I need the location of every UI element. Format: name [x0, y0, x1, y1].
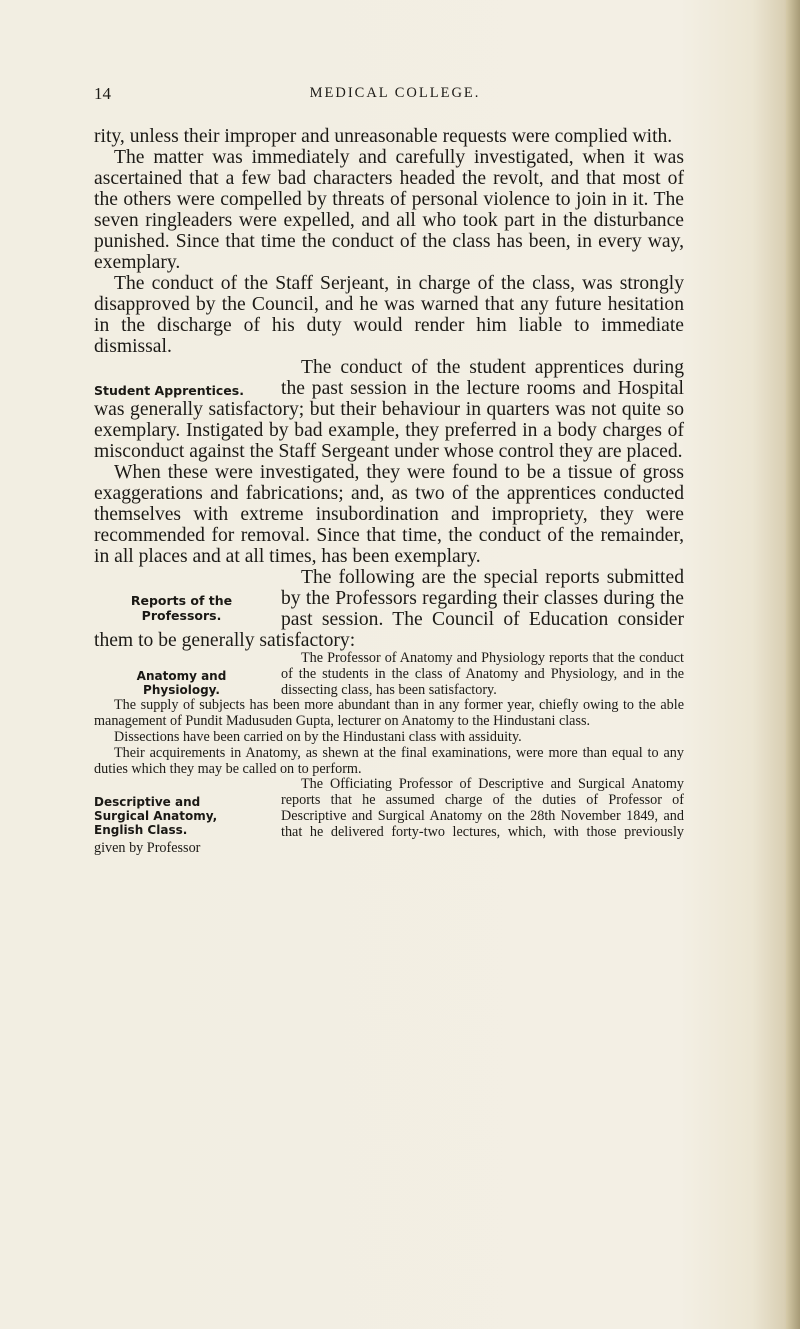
side-note-reports-line-1: Reports of the [130, 593, 233, 608]
paragraph-8: The supply of subjects has been more abundant than in any former year, chiefly owing to the able management of Pundit Madusuden Gupta, lecturer on Anatomy to the Hindustani class. [94, 697, 684, 730]
paragraph-5: When these were investigated, they were found to be a tissue of gross exaggerations and fabrications; and, as two of the apprentices conducted themselves with extreme insubordination and impropriety, they were recommended for removal. Since that time, the conduct of the remainder, in all places and at all times, has been exemplary. [94, 462, 684, 567]
paragraph-11-text: The Officiating Professor of Descriptive and Surgical Anatomy reports that he assumed charge of the duties of Professor of Descriptive and Surgical Anatomy on the 28th November 1849, and that he delivered forty-two lectures, which, with those previously given by Professor [94, 776, 684, 856]
paragraph-10: Their acquirements in Anatomy, as shewn at the final examinations, were more than equal to any duties which they may be called on to perform. [94, 744, 684, 777]
paragraph-4 [94, 357, 684, 462]
small-print-section [94, 651, 684, 856]
side-note-anatomy-physiology [94, 665, 269, 697]
paragraph-2: The matter was immediately and carefully investigated, when it was ascertained that a few bad characters headed the revolt, and that most of the others were compelled by threats of personal violence to join in it. The seven ringleaders were expelled, and all who took part in the disturbance punished. Since that time the conduct of the class has been, in every way, exemplary. [94, 147, 684, 273]
page-edge [786, 0, 800, 1329]
paragraph-4-text: The conduct of the student apprentices during the past session in the lecture rooms and Hospital was generally satisfactory; but their behaviour in quarters was not quite so exemplary. Instigated by bad example, they preferred in a body charges of misconduct against the Staff Sergeant under whose control they are placed. [94, 357, 684, 462]
side-note-descriptive-line-1: Descriptive and [94, 795, 201, 810]
paragraph-7 [94, 651, 684, 698]
body-text [94, 126, 684, 856]
paragraph-9: Dissections have been carried on by the Hindustani class with assiduity. [114, 728, 522, 745]
paragraph-1: rity, unless their improper and unreasonable requests were complied with. [94, 126, 673, 147]
page-header [0, 84, 800, 106]
side-note-descriptive-line-3: English Class. [94, 823, 188, 838]
paragraph-6 [94, 567, 684, 651]
running-head: MEDICAL COLLEGE. [309, 85, 481, 101]
paragraph-7-text: The Professor of Anatomy and Physiology reports that the conduct of the students in the class of Anatomy and Physiology, and in the dissecting class, has been satisfactory. [281, 650, 684, 698]
paragraph-3: The conduct of the Staff Serjeant, in charge of the class, was strongly disapproved by the Council, and he was warned that any future hesitation in the discharge of his duty would render him liable to immediate dismissal. [94, 273, 684, 357]
side-note-descriptive-anatomy [94, 791, 269, 837]
side-note-anatomy-line-1: Anatomy and [136, 669, 227, 683]
side-note-anatomy-line-2: Physiology. [143, 683, 220, 697]
side-note-descriptive-line-2: Surgical Anatomy, [94, 809, 218, 824]
paragraph-6-text: The following are the special reports submitted by the Professors regarding their classes during the past session. The Council of Education consider them to be generally satisfactory: [94, 567, 684, 651]
page-number: 14 [94, 84, 111, 103]
paragraph-11 [94, 777, 684, 856]
side-note-reports-of-professors [94, 587, 269, 623]
side-note-student-apprentices: Student Apprentices. [94, 383, 244, 398]
side-note-reports-line-2: Professors. [141, 608, 222, 623]
